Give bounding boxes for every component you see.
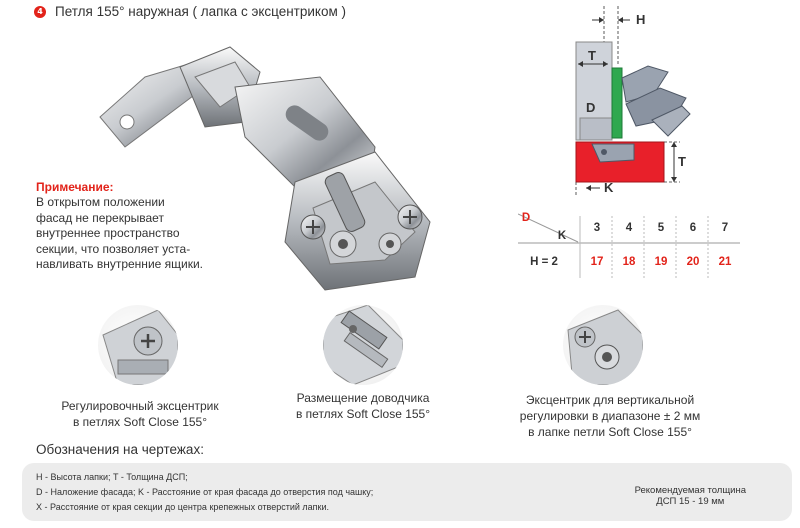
note-block	[36, 180, 246, 273]
table-k-value: 3	[593, 222, 601, 234]
legend-panel	[22, 463, 792, 521]
legend-line: H - Высота лапки; T - Толщина ДСП;	[36, 472, 188, 482]
detail-vertical-eccentric-image	[563, 305, 643, 385]
dim-label-h: H	[636, 12, 646, 27]
table-k-value: 7	[721, 222, 729, 234]
detail-caption	[268, 390, 458, 422]
page-header	[34, 4, 346, 19]
dim-label-d: D	[586, 100, 596, 115]
page-title: Петля 155° наружная ( лапка с эксцентриком )	[55, 4, 347, 19]
detail-damper-image	[323, 305, 403, 385]
note-line: В открытом положении	[36, 195, 165, 209]
detail-caption	[40, 398, 240, 430]
table-d-value: 21	[718, 256, 732, 268]
caption-line: Регулировочный эксцентрик	[61, 399, 219, 413]
caption-line: Эксцентрик для вертикальной	[525, 393, 695, 407]
recommended-line: Рекомендуемая толщина	[634, 485, 746, 496]
note-heading: Примечание:	[36, 180, 114, 194]
table-k-header: K	[557, 230, 567, 242]
table-d-value: 19	[654, 256, 668, 268]
legend-line: X - Расстояние от края секции до центра крепежных отверстий лапки.	[36, 502, 330, 512]
damper-detail-photo	[323, 305, 403, 385]
dim-label-t-right: T	[678, 154, 686, 169]
eccentric-detail-photo	[98, 305, 178, 385]
dimension-table	[518, 212, 740, 282]
note-line: внутреннее пространство	[36, 226, 180, 240]
recommended-line: ДСП 15 - 19 мм	[656, 496, 725, 507]
recommended-thickness	[635, 485, 746, 507]
table-k-value: 6	[689, 222, 697, 234]
caption-line: регулировки в диапазоне ± 2 мм	[519, 409, 701, 423]
technical-diagram	[556, 6, 716, 196]
table-d-value: 17	[590, 256, 604, 268]
note-line: секции, что позволяет уста-	[36, 241, 191, 256]
detail-eccentric-image	[98, 305, 178, 385]
legend-line: D - Наложение фасада; K - Расстояние от края фасада до отверстия под чашку;	[36, 487, 374, 497]
table-k-value: 5	[657, 222, 665, 234]
table-d-value: 18	[622, 256, 636, 268]
table-d-value: 20	[686, 256, 700, 268]
caption-line: Размещение доводчика	[296, 391, 430, 405]
detail-caption	[490, 392, 730, 440]
legend-title: Обозначения на чертежах:	[36, 442, 204, 457]
note-line: фасад не перекрывает	[36, 210, 164, 225]
caption-line: в петлях Soft Close 155°	[72, 415, 208, 429]
number-bullet: 4	[34, 6, 46, 18]
note-line: навливать внутренние ящики.	[36, 257, 204, 271]
caption-line: в петлях Soft Close 155°	[295, 407, 431, 421]
table-h-label: H = 2	[530, 256, 558, 268]
dim-label-k: K	[604, 180, 614, 195]
vertical-eccentric-photo	[563, 305, 643, 385]
table-k-value: 4	[625, 222, 633, 234]
caption-line: в лапке петли Soft Close 155°	[528, 425, 692, 439]
table-d-header: D	[521, 212, 531, 224]
dim-label-t-top: T	[588, 48, 596, 63]
